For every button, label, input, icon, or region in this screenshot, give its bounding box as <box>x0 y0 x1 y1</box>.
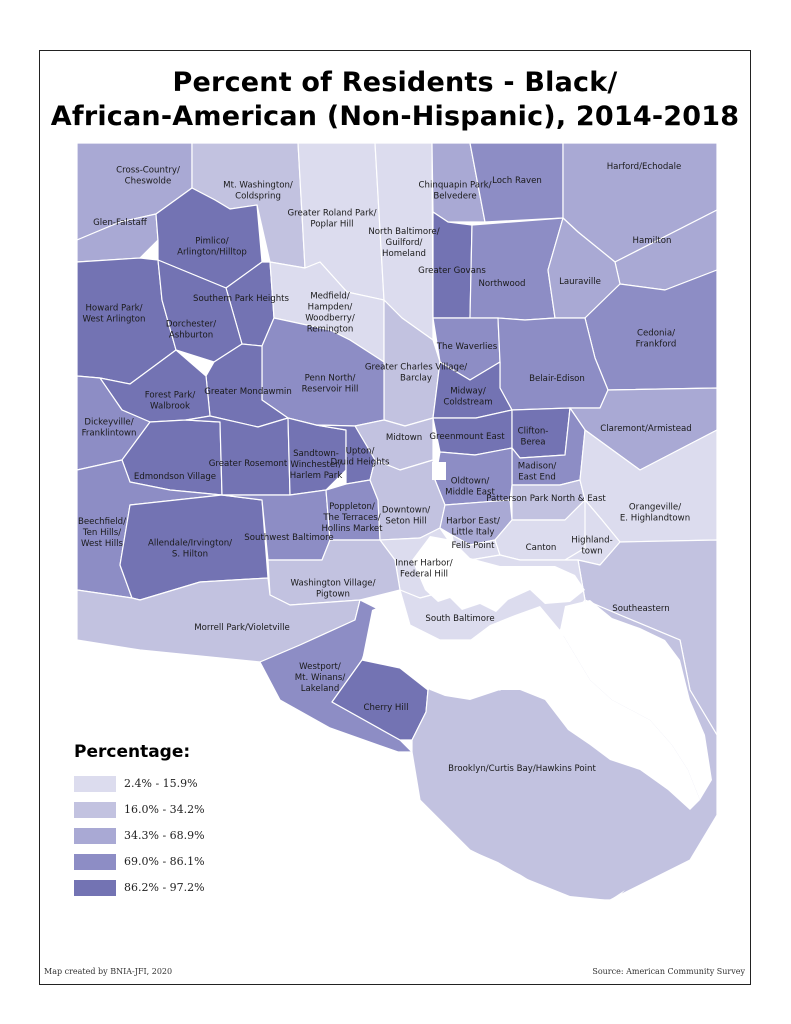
label-midway-coldstream: Midway/ Coldstream <box>443 386 493 408</box>
label-penn-north-reservoir-hill: Penn North/ Reservoir Hill <box>301 373 359 395</box>
label-poppleton-the-terraces-hollins-market: Poppleton/ The Terraces/ Hollins Market <box>321 502 383 534</box>
label-lauraville: Lauraville <box>559 277 601 287</box>
label-northwood: Northwood <box>478 279 526 289</box>
label-belair-edison: Belair-Edison <box>529 374 585 384</box>
label-madison-east-end: Madison/ East End <box>517 461 557 483</box>
label-midtown: Midtown <box>385 433 423 443</box>
legend-swatch <box>74 802 116 818</box>
label-claremont-armistead: Claremont/Armistead <box>600 424 692 434</box>
label-downtown-seton-hill: Downtown/ Seton Hill <box>381 505 431 527</box>
legend-label: 2.4% - 15.9% <box>124 777 198 790</box>
map-title-line-2: African-American (Non-Hispanic), 2014-2018 <box>50 101 740 132</box>
label-southern-park-heights: Southern Park Heights <box>192 294 290 304</box>
legend-label: 69.0% - 86.1% <box>124 855 205 868</box>
legend-swatch <box>74 880 116 896</box>
label-clifton-berea: Clifton-Berea <box>517 426 549 448</box>
label-edmondson-village: Edmondson Village <box>133 472 217 482</box>
label-greater-govans: Greater Govans <box>418 266 486 276</box>
legend-swatch <box>74 854 116 870</box>
label-cedonia-frankford: Cedonia/ Frankford <box>635 328 677 350</box>
legend-label: 34.3% - 68.9% <box>124 829 205 842</box>
label-southwest-baltimore: Southwest Baltimore <box>244 533 334 543</box>
label-harbor-east-little-italy: Harbor East/ Little Italy <box>446 516 500 538</box>
label-greater-rosemont: Greater Rosemont <box>208 459 288 469</box>
label-loch-raven: Loch Raven <box>492 176 542 186</box>
label-cross-country-cheswolde: Cross-Country/ Cheswolde <box>116 165 180 187</box>
label-howard-park-west-arlington: Howard Park/ West Arlington <box>82 303 146 325</box>
legend-item <box>74 854 274 870</box>
label-cherry-hill: Cherry Hill <box>363 703 409 713</box>
label-patterson-park-north-east: Patterson Park North & East <box>486 494 606 504</box>
label-greater-mondawmin: Greater Mondawmin <box>204 387 292 397</box>
label-southeastern: Southeastern <box>612 604 670 614</box>
label-westport-mt-winans-lakeland: Westport/ Mt. Winans/ Lakeland <box>294 662 346 694</box>
map-credit: Map created by BNIA-JFI, 2020 <box>44 967 173 976</box>
label-harford-echodale: Harford/Echodale <box>606 162 682 172</box>
label-dickeyville-franklintown: Dickeyville/ Franklintown <box>81 417 137 439</box>
legend-item <box>74 802 274 818</box>
label-highland-town: Highland-town <box>571 535 613 557</box>
label-fells-point: Fells Point <box>451 541 495 551</box>
label-greenmount-east: Greenmount East <box>429 432 505 442</box>
water-body <box>432 462 446 480</box>
label-greater-charles-village-barclay: Greater Charles Village/ Barclay <box>364 362 468 384</box>
label-washington-village-pigtown: Washington Village/ Pigtown <box>290 578 376 600</box>
label-dorchester-ashburton: Dorchester/ Ashburton <box>165 319 217 341</box>
label-south-baltimore: South Baltimore <box>425 614 495 624</box>
label-mt-washington-coldspring: Mt. Washington/ Coldspring <box>223 180 293 202</box>
legend-label: 86.2% - 97.2% <box>124 881 205 894</box>
label-oldtown-middle-east: Oldtown/ Middle East <box>445 476 495 498</box>
label-canton: Canton <box>525 543 557 553</box>
label-greater-roland-park-poplar-hill: Greater Roland Park/ Poplar Hill <box>287 208 377 230</box>
map-title-line-1: Percent of Residents - Black/ <box>172 67 618 98</box>
label-medfield-hampden-woodberry-remington: Medfield/ Hampden/ Woodberry/ Remington <box>305 291 355 335</box>
label-north-baltimore-guilford-homeland: North Baltimore/ Guilford/ Homeland <box>368 227 440 259</box>
label-upton-druid-heights: Upton/ Druid Heights <box>330 446 390 468</box>
label-inner-harbor-federal-hill: Inner Harbor/ Federal Hill <box>395 558 453 580</box>
legend-item <box>74 828 274 844</box>
label-hamilton: Hamilton <box>632 236 672 246</box>
legend-label: 16.0% - 34.2% <box>124 803 205 816</box>
legend-item <box>74 776 274 792</box>
label-beechfield-ten-hills-west-hills: Beechfield/ Ten Hills/ West Hills <box>77 517 127 549</box>
legend-title: Percentage: <box>74 742 191 762</box>
label-orangeville-e-highlandtown: Orangeville/ E. Highlandtown <box>619 502 691 524</box>
label-allendale-irvington-s-hilton: Allendale/Irvington/ S. Hilton <box>147 538 233 560</box>
label-glen-falstaff: Glen-Falstaff <box>93 218 147 228</box>
map-source: Source: American Community Survey <box>592 967 745 976</box>
legend-item <box>74 880 274 896</box>
label-chinquapin-park-belvedere: Chinquapin Park/ Belvedere <box>418 180 492 202</box>
label-morrell-park-violetville: Morrell Park/Violetville <box>194 623 290 633</box>
label-forest-park-walbrook: Forest Park/ Walbrook <box>144 390 196 412</box>
label-the-waverlies: The Waverlies <box>436 342 498 352</box>
legend-swatch <box>74 828 116 844</box>
label-sandtown-winchester-harlem-park: Sandtown-Winchester/ Harlem Park <box>289 449 343 481</box>
legend-swatch <box>74 776 116 792</box>
label-pimlico-arlington-hilltop: Pimlico/ Arlington/Hilltop <box>177 236 247 258</box>
label-brooklyn-curtis-bay-hawkins-point: Brooklyn/Curtis Bay/Hawkins Point <box>448 764 596 774</box>
